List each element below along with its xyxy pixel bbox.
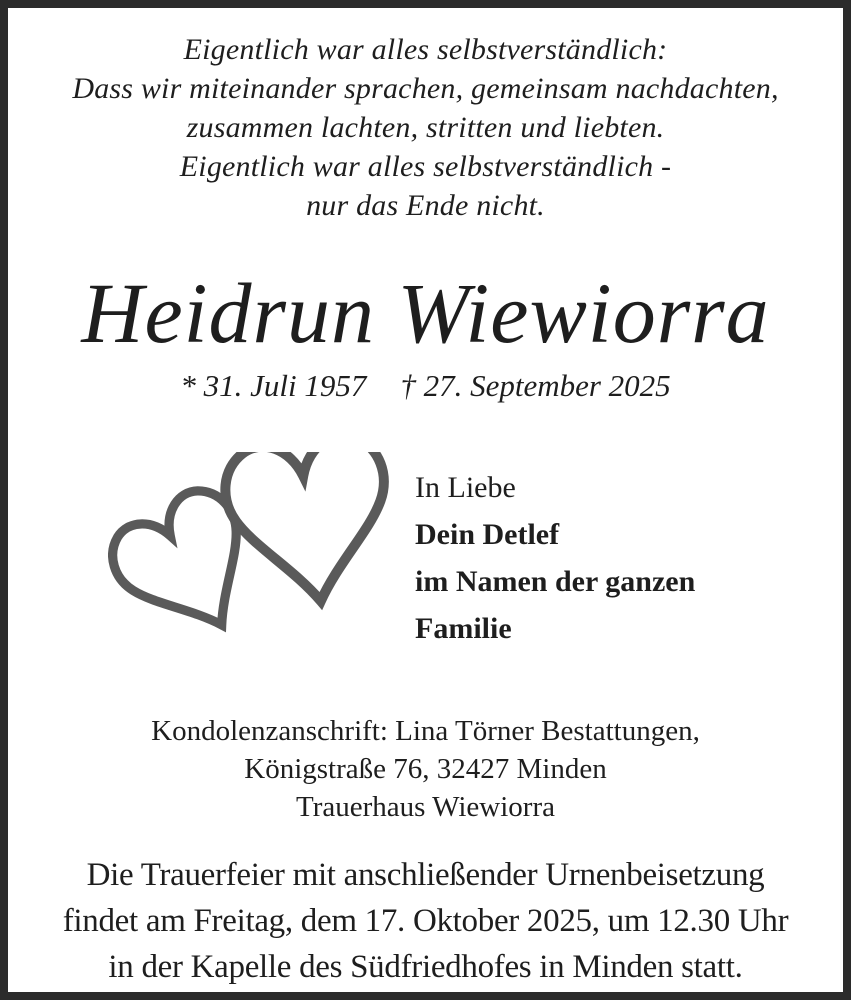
life-dates	[8, 368, 843, 404]
funeral-line: in der Kapelle des Südfriedhofes in Minden statt.	[108, 949, 743, 985]
condolence-address	[8, 712, 843, 826]
condolence-line: Königstraße 76, 32427 Minden	[244, 753, 607, 785]
birth-date: * 31. Juli 1957	[180, 368, 367, 403]
interlocked-hearts-icon	[108, 452, 408, 647]
epigraph-line: zusammen lachten, stritten und liebten.	[186, 111, 665, 144]
valediction-line: Dein Detlef	[415, 518, 560, 551]
valediction-line: In Liebe	[415, 471, 516, 504]
death-date: † 27. September 2025	[400, 368, 671, 403]
valediction-section	[8, 446, 843, 656]
valediction-line: Familie	[415, 612, 512, 645]
funeral-announcement	[8, 852, 843, 990]
funeral-line: Die Trauerfeier mit anschließender Urnenbeisetzung	[86, 857, 765, 893]
valediction-line: im Namen der ganzen	[415, 565, 696, 598]
condolence-line: Kondolenzanschrift: Lina Törner Bestattungen,	[151, 715, 700, 747]
epigraph-line: Eigentlich war alles selbstverständlich -	[179, 150, 672, 183]
condolence-line: Trauerhaus Wiewiorra	[296, 791, 555, 823]
epigraph	[8, 30, 843, 225]
epigraph-line: nur das Ende nicht.	[306, 189, 545, 222]
deceased-name: Heidrun Wiewiorra	[81, 265, 770, 361]
funeral-line: findet am Freitag, dem 17. Oktober 2025, um 12.30 Uhr	[62, 903, 789, 939]
valediction-text	[415, 464, 695, 652]
epigraph-line: Dass wir miteinander sprachen, gemeinsam nachdachten,	[72, 72, 779, 105]
epigraph-line: Eigentlich war alles selbstverständlich:	[183, 33, 668, 66]
